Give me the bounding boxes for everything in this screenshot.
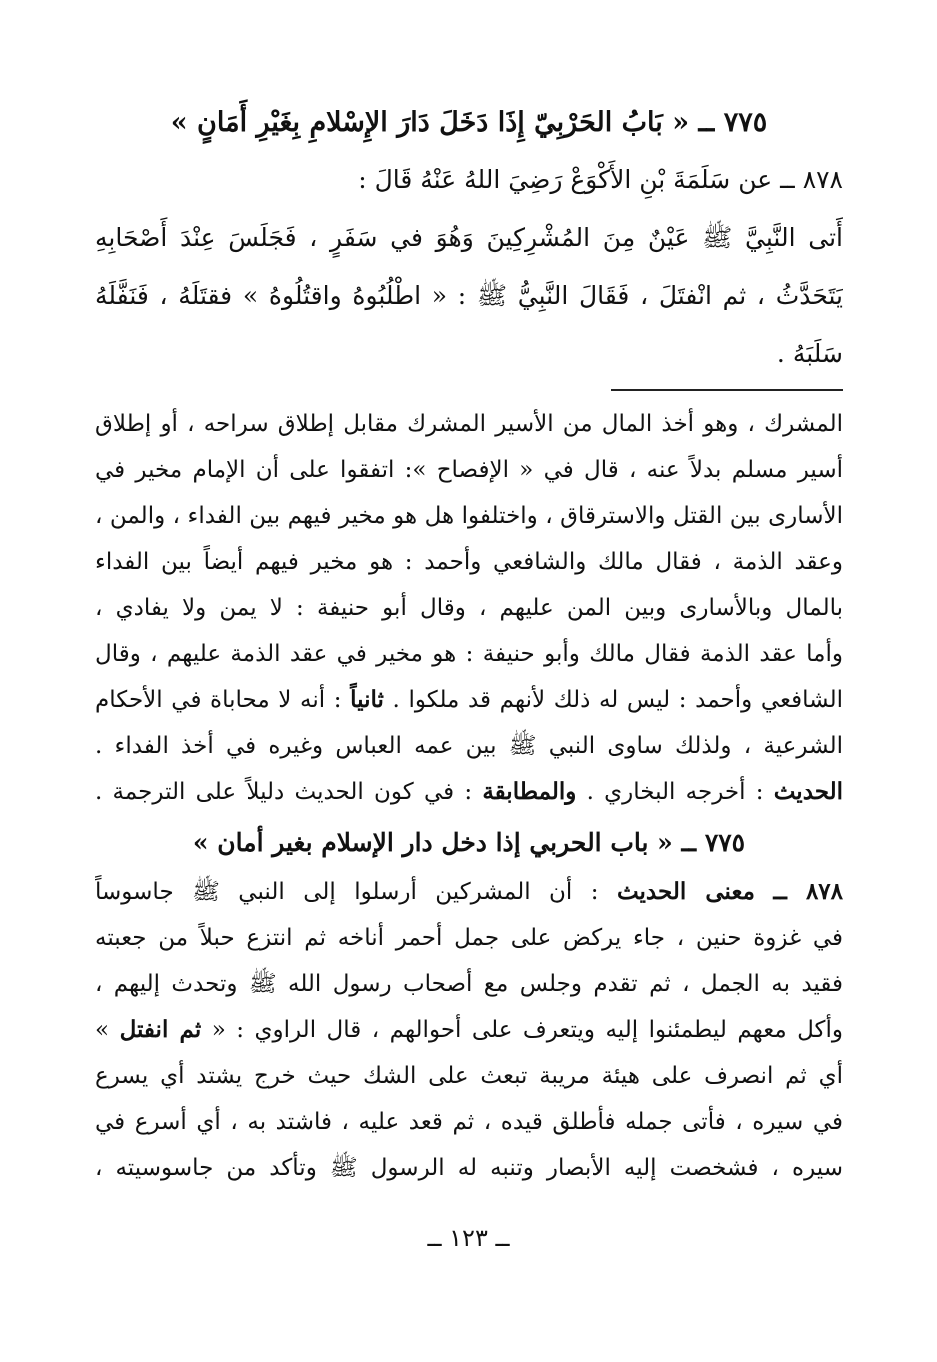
- commentary-line: [95, 769, 843, 815]
- commentary-line: بالمال وبالأسارى وبين المن عليهم ، وقال أبو حنيفة : لا يمن ولا يفادي ،: [95, 595, 843, 621]
- hadith-text-line: أَتى النَّبِيَّ ﷺ عَيْنٌ مِنَ المُشْرِكِينَ وَهُوَ في سَفَرٍ ، فَجَلَسَ عِنْدَ أَصْحَابِهِ: [95, 223, 843, 252]
- commentary-line: أسير مسلم بدلاً عنه ، قال في « الإفصاح »: اتفقوا على أن الإمام مخير في: [95, 457, 843, 483]
- explanation-bold-term: ثم انفتل: [119, 1016, 202, 1043]
- chapter-title: ٧٧٥ ــ « بَابُ الحَرْبِيّ إِذَا دَخَلَ دَارَ الإِسْلامِ بِغَيْرِ أَمَانٍ »: [170, 107, 768, 138]
- hadith-text-line: سَلَبَهُ .: [776, 339, 843, 368]
- commentary-line: [95, 677, 843, 723]
- commentary-text: : أخرجه البخاري .: [586, 779, 764, 805]
- commentary-line: الشرعية ، ولذلك ساوى النبي ﷺ بين عمه العباس وغيره في أخذ الفداء .: [95, 733, 843, 759]
- explanation-line: في غزوة حنين ، جاء يركض على جمل أحمر أناخه ثم انتزع حبلاً من جعبته: [95, 925, 843, 951]
- explanation-line: [95, 869, 843, 915]
- commentary-text: : في كون الحديث دليلاً على الترجمة .: [95, 779, 473, 805]
- commentary-line: المشرك ، وهو أخذ المال من الأسير المشرك مقابل إطلاق سراحه ، أو إطلاق: [95, 411, 843, 437]
- commentary-bold-term: الحديث: [773, 778, 843, 805]
- hadith-number-line: ٨٧٨ ــ عن سَلَمَةَ بْنِ الأَكْوَعْ رَضِيَ اللهُ عَنْهُ قَالَ :: [358, 165, 843, 194]
- book-page: [95, 95, 843, 1191]
- explanation-line: في سيره ، فأتى جمله فأطلق قيده ، ثم قعد عليه ، فاشتد به ، أي أسرع في: [95, 1109, 843, 1135]
- explanation-text: وأكل معهم ليطمئنوا إليه ويتعرف على أحوالهم ، قال الراوي : «: [211, 1017, 843, 1043]
- explanation-text: : أن المشركين أرسلوا إلى النبي ﷺ جاسوساً: [95, 879, 599, 905]
- explanation-text: »: [95, 1017, 110, 1043]
- explanation-line: أي ثم انصرف على هيئة مريبة تبعث على الشك حيث خرج يشتد أي يسرع: [95, 1063, 843, 1089]
- explanation-line: [95, 1007, 843, 1053]
- commentary-line: وأما عقد الذمة فقال مالك وأبو حنيفة : هو مخير في عقد الذمة عليهم ، وقال: [95, 641, 843, 667]
- footnote-divider: [611, 389, 843, 391]
- commentary-bold-term: ثانياً: [350, 686, 384, 713]
- commentary-line: وعقد الذمة ، فقال مالك والشافعي وأحمد : هو مخير فيهم أيضاً بين الفداء: [95, 549, 843, 575]
- explanation-line: فقيد به الجمل ، ثم تقدم وجلس مع أصحاب رسول الله ﷺ وتحدث إليهم ،: [95, 971, 843, 997]
- commentary-text: : أنه لا محاباة في الأحكام: [95, 687, 342, 713]
- explanation-line: سيره ، فشخصت إليه الأبصار وتنبه له الرسول ﷺ وتأكد من جاسوسيته ،: [95, 1155, 843, 1181]
- commentary-line: الأسارى بين القتل والاسترقاق ، واختلفوا هل هو مخير فيهم بين الفداء ، والمن ،: [95, 503, 843, 529]
- explanation-number: ٨٧٨ ــ: [773, 878, 843, 905]
- commentary-chapter-title: ٧٧٥ ــ « باب الحربي إذا دخل دار الإسلام بغير أمان »: [192, 828, 746, 857]
- explanation-bold-term: معنى الحديث: [616, 878, 755, 905]
- commentary-text: الشافعي وأحمد : ليس له ذلك لأنهم قد ملكوا .: [392, 687, 843, 713]
- page-number: ــ ١٢٣ ــ: [427, 1224, 510, 1252]
- commentary-bold-term: والمطابقة: [482, 778, 577, 805]
- hadith-text-line: يَتَحَدَّثُ ، ثم انْفتَلَ ، فَقَالَ النَّبِيُّ ﷺ : « اطْلُبُوهُ واقتُلُوهُ » فقتَلَهُ ، فَنَفَّلَهُ: [95, 281, 843, 310]
